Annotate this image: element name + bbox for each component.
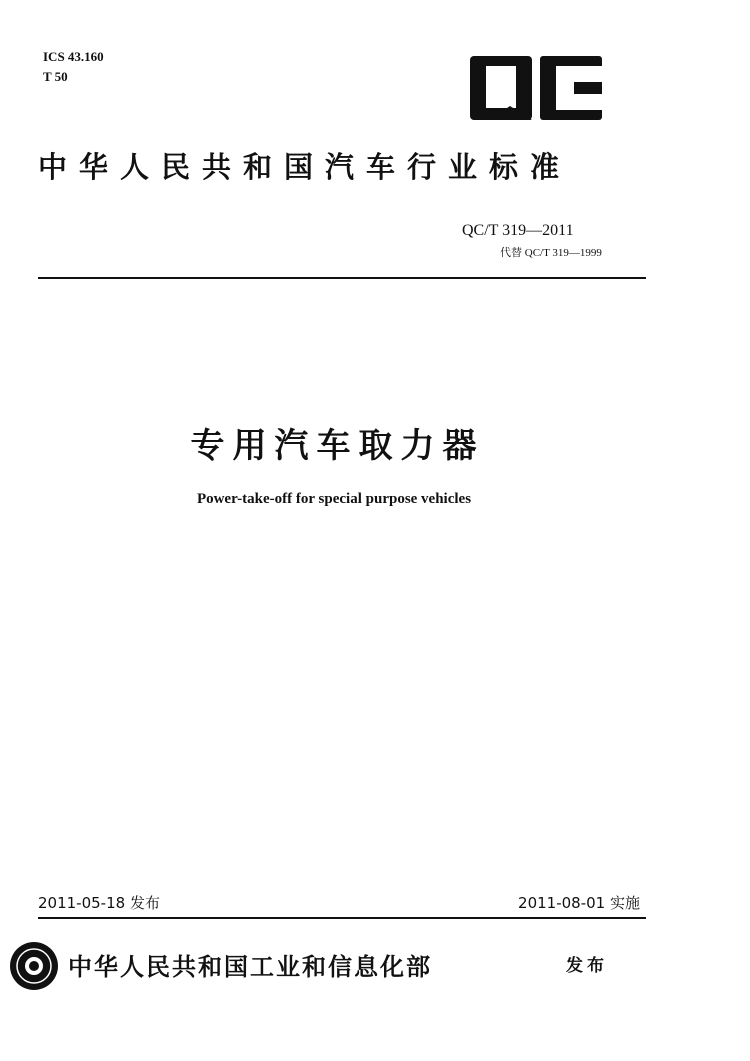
top-divider <box>38 277 646 279</box>
issuing-authority: 中华人民共和国工业和信息化部 <box>68 955 432 981</box>
bottom-divider <box>38 917 646 919</box>
document-title-english: Power-take-off for special purpose vehicles <box>196 491 472 507</box>
qc-logo-icon <box>470 56 602 120</box>
class-code: T 50 <box>43 69 68 84</box>
document-title-chinese: 专用汽车取力器 <box>190 426 485 466</box>
ics-code: ICS 43.160 <box>43 49 104 64</box>
issue-label: 发布 <box>566 956 608 975</box>
standard-type: 中华人民共和国汽车行业标准 <box>38 152 572 184</box>
ministry-seal-icon <box>8 940 60 992</box>
publish-date: 2011-05-18 发布 <box>38 894 160 912</box>
classification-block <box>43 47 104 87</box>
replaces-note: 代替 QC/T 319—1999 <box>500 247 602 259</box>
standard-number: QC/T 319—2011 <box>462 222 574 239</box>
implement-date: 2011-08-01 实施 <box>518 894 640 912</box>
